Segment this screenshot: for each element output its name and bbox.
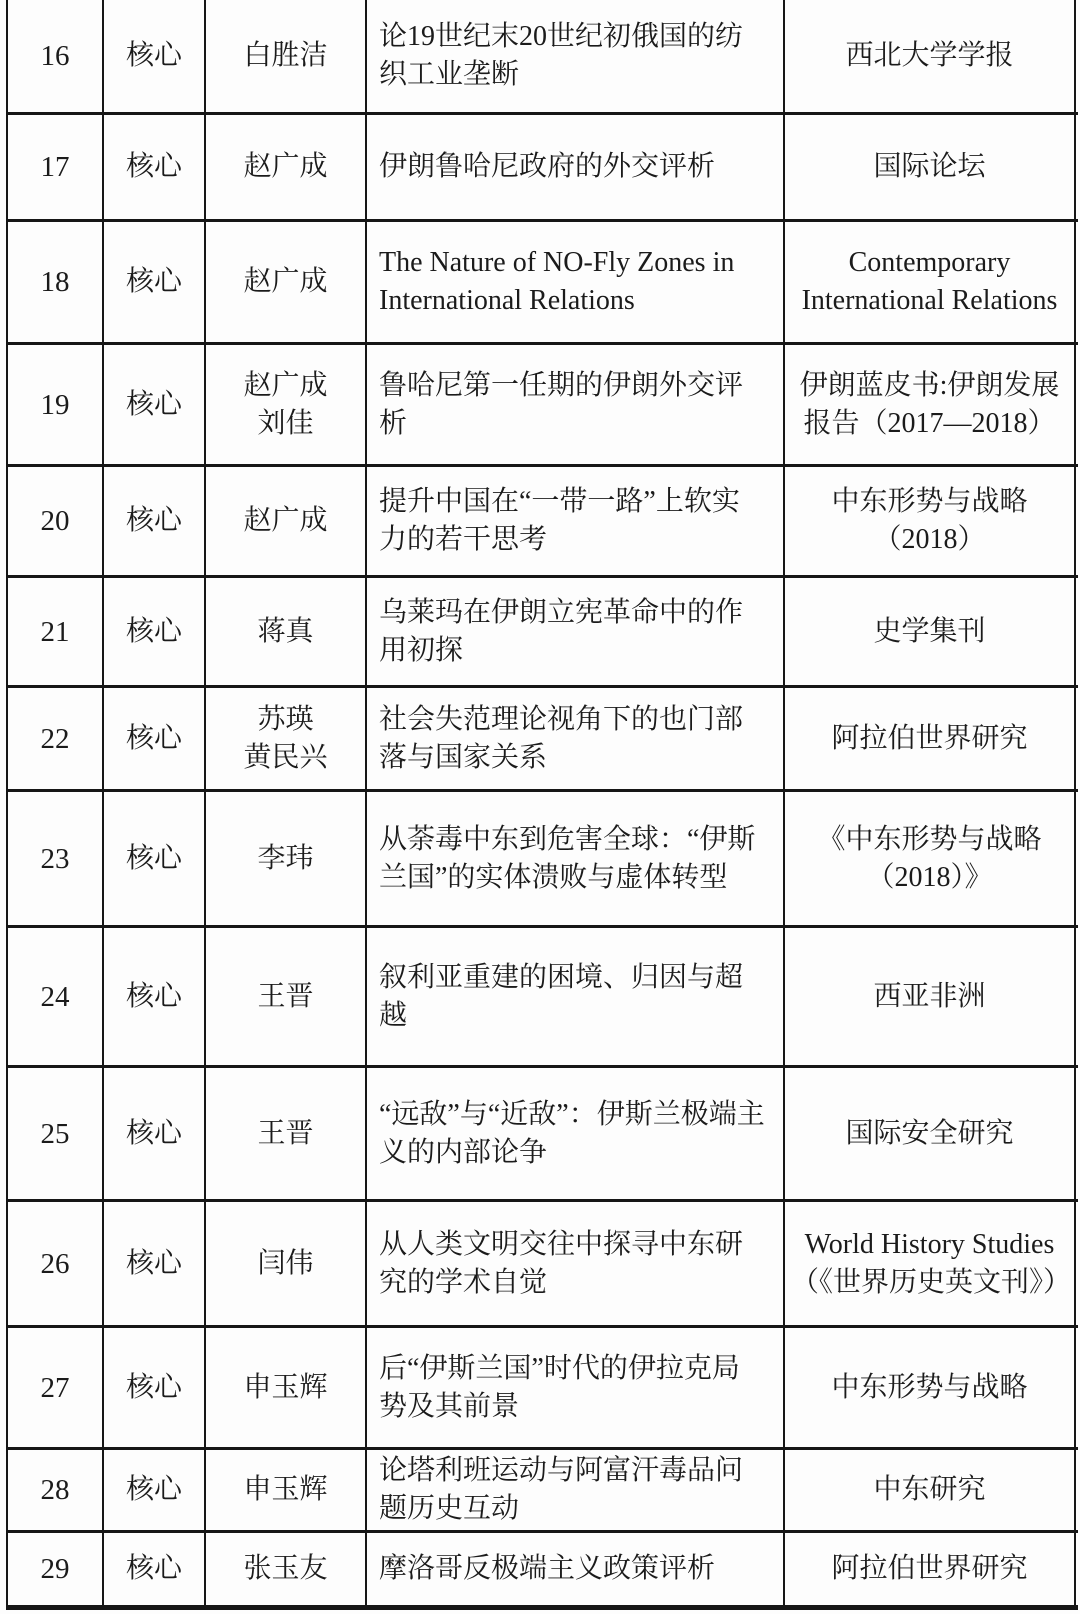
title-cell: “远敌”与“近敌”：伊斯兰极端主义的内部论争 <box>367 1068 785 1199</box>
table-row <box>8 1533 1078 1610</box>
journal-cell: World History Studies（《世界历史英文刊》） <box>785 1202 1076 1325</box>
authors-cell <box>206 115 367 219</box>
title-cell: 社会失范理论视角下的也门部落与国家关系 <box>367 688 785 789</box>
journal-cell: 阿拉伯世界研究 <box>785 688 1076 789</box>
author-name: 李玮 <box>257 842 314 874</box>
row-number-cell: 27 <box>8 1328 104 1447</box>
table-row <box>8 1202 1078 1328</box>
author-name: 苏瑛 <box>257 703 314 735</box>
journal-cell: 中东研究 <box>785 1450 1076 1530</box>
authors-cell <box>206 928 367 1065</box>
title-cell: The Nature of NO-Fly Zones in International Relations <box>367 222 785 342</box>
author-name: 赵广成 <box>243 369 328 401</box>
table-row <box>8 115 1078 222</box>
category-cell: 核心 <box>104 115 206 219</box>
journal-cell: Contemporary International Relations <box>785 222 1076 342</box>
author-name: 蒋真 <box>257 615 314 647</box>
row-number-cell: 17 <box>8 115 104 219</box>
author-name: 赵广成 <box>243 266 328 297</box>
row-number-cell: 21 <box>8 578 104 685</box>
author-name: 王晋 <box>257 980 314 1012</box>
title-cell: 从人类文明交往中探寻中东研究的学术自觉 <box>367 1202 785 1325</box>
authors-cell <box>206 467 367 575</box>
table-row <box>8 578 1078 688</box>
table-row <box>8 1328 1078 1450</box>
category-cell: 核心 <box>104 928 206 1065</box>
category-cell: 核心 <box>104 688 206 789</box>
author-name: 黄民兴 <box>243 741 328 773</box>
table-row <box>8 1450 1078 1533</box>
authors-cell <box>206 792 367 925</box>
authors-cell <box>206 222 367 342</box>
journal-cell: 中东形势与战略（2018） <box>785 467 1076 575</box>
row-number-cell: 19 <box>8 345 104 464</box>
author-name: 闫伟 <box>257 1247 314 1279</box>
journal-cell: 西亚非洲 <box>785 928 1076 1065</box>
title-cell: 伊朗鲁哈尼政府的外交评析 <box>367 115 785 219</box>
table-row <box>8 688 1078 792</box>
row-number-cell: 29 <box>8 1533 104 1605</box>
author-name: 白胜洁 <box>243 40 328 71</box>
author-name: 赵广成 <box>243 151 328 182</box>
row-number-cell: 26 <box>8 1202 104 1325</box>
journal-cell: 国际论坛 <box>785 115 1076 219</box>
title-cell: 提升中国在“一带一路”上软实力的若干思考 <box>367 467 785 575</box>
row-number-cell: 18 <box>8 222 104 342</box>
author-name: 刘佳 <box>257 407 314 439</box>
category-cell: 核心 <box>104 1533 206 1605</box>
author-name: 申玉辉 <box>243 1474 328 1505</box>
table-row <box>8 0 1078 115</box>
authors-cell <box>206 578 367 685</box>
author-name: 申玉辉 <box>243 1371 328 1403</box>
authors-cell <box>206 1533 367 1605</box>
table-row <box>8 467 1078 578</box>
category-cell: 核心 <box>104 467 206 575</box>
author-name: 王晋 <box>257 1117 314 1149</box>
title-cell: 摩洛哥反极端主义政策评析 <box>367 1533 785 1605</box>
row-number-cell: 25 <box>8 1068 104 1199</box>
category-cell: 核心 <box>104 1450 206 1530</box>
authors-cell <box>206 1202 367 1325</box>
publications-table <box>6 0 1078 1610</box>
authors-cell <box>206 1068 367 1199</box>
author-name: 张玉友 <box>243 1553 328 1584</box>
title-cell: 从荼毒中东到危害全球：“伊斯兰国”的实体溃败与虚体转型 <box>367 792 785 925</box>
row-number-cell: 24 <box>8 928 104 1065</box>
title-cell: 鲁哈尼第一任期的伊朗外交评析 <box>367 345 785 464</box>
category-cell: 核心 <box>104 1328 206 1447</box>
authors-cell <box>206 1450 367 1530</box>
title-cell: 论19世纪末20世纪初俄国的纺织工业垄断 <box>367 0 785 112</box>
table-row <box>8 345 1078 467</box>
authors-cell <box>206 0 367 112</box>
authors-cell <box>206 1328 367 1447</box>
title-cell: 乌莱玛在伊朗立宪革命中的作用初探 <box>367 578 785 685</box>
table-row <box>8 792 1078 928</box>
category-cell: 核心 <box>104 792 206 925</box>
row-number-cell: 20 <box>8 467 104 575</box>
category-cell: 核心 <box>104 1068 206 1199</box>
category-cell: 核心 <box>104 578 206 685</box>
category-cell: 核心 <box>104 0 206 112</box>
category-cell: 核心 <box>104 345 206 464</box>
journal-cell: 《中东形势与战略（2018）》 <box>785 792 1076 925</box>
author-name: 赵广成 <box>243 505 328 536</box>
category-cell: 核心 <box>104 1202 206 1325</box>
title-cell: 叙利亚重建的困境、归因与超越 <box>367 928 785 1065</box>
table-row <box>8 928 1078 1068</box>
journal-cell: 阿拉伯世界研究 <box>785 1533 1076 1605</box>
title-cell: 后“伊斯兰国”时代的伊拉克局势及其前景 <box>367 1328 785 1447</box>
journal-cell: 史学集刊 <box>785 578 1076 685</box>
row-number-cell: 28 <box>8 1450 104 1530</box>
journal-cell: 伊朗蓝皮书:伊朗发展报告（2017—2018） <box>785 345 1076 464</box>
table-row <box>8 222 1078 345</box>
authors-cell <box>206 688 367 789</box>
row-number-cell: 16 <box>8 0 104 112</box>
journal-cell: 中东形势与战略 <box>785 1328 1076 1447</box>
category-cell: 核心 <box>104 222 206 342</box>
journal-cell: 国际安全研究 <box>785 1068 1076 1199</box>
table-row <box>8 1068 1078 1202</box>
row-number-cell: 23 <box>8 792 104 925</box>
row-number-cell: 22 <box>8 688 104 789</box>
authors-cell <box>206 345 367 464</box>
journal-cell: 西北大学学报 <box>785 0 1076 112</box>
title-cell: 论塔利班运动与阿富汗毒品问题历史互动 <box>367 1450 785 1530</box>
